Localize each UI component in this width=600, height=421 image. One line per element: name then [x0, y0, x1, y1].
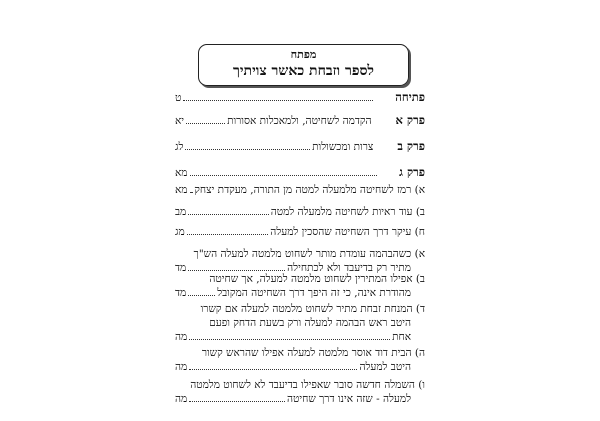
toc-subentry-text: מהודרת אינה, כי זה היפך דרך השחיטה המקובל — [217, 287, 411, 299]
toc-subentry-text: ח) עיקר דרך השחיטה שהסכין למעלה — [270, 226, 425, 238]
toc-subentry-text: מתיר רק בדיעבד ולא לכתחילה — [287, 262, 411, 274]
leader-dots — [188, 286, 215, 296]
toc-entry-chapter-3 — [175, 166, 425, 180]
toc-subentry — [175, 272, 425, 300]
toc-entry-opening — [175, 91, 425, 105]
leader-dots — [188, 205, 268, 215]
toc-subentry — [175, 205, 425, 219]
toc-subentry — [175, 247, 425, 275]
leader-dots — [190, 183, 193, 193]
toc-subentry — [175, 183, 425, 197]
toc-entry-text: הקדמה לשחיטה, ולמאכלות אסורות — [227, 115, 372, 127]
toc-entry-label: פרק ג — [399, 165, 425, 179]
leader-dots — [189, 360, 357, 370]
toc-subentry — [175, 378, 425, 406]
toc-entry-page: ט — [175, 92, 182, 104]
toc-entry-page: לג — [175, 141, 184, 153]
toc-entry-page: מא — [175, 167, 188, 179]
toc-subentry-text: ד) המנחת זבחת מתיר לשחוט מלמטה למעלה אם קשרו — [200, 303, 425, 315]
leader-dots — [183, 91, 373, 101]
toc-entry-chapter-2 — [175, 140, 425, 154]
leader-dots — [190, 166, 378, 176]
toc-subentry-page: מה — [175, 393, 188, 405]
toc-subentry-page: מד — [175, 262, 187, 274]
title-box — [198, 44, 409, 86]
book-subtitle: לספר וזבחת כאשר צויתיך — [233, 63, 374, 79]
leader-dots — [186, 114, 225, 124]
toc-subentry-page: מד — [175, 287, 187, 299]
toc-subentry-text: ו) השמלה חדשה סובר שאפילו בדיעבד לא לשחוט מלמטה — [190, 379, 425, 391]
toc-subentry-text: ב) עוד ראיות לשחיטה מלמעלה למטה — [270, 206, 425, 218]
toc-subentry-page: מג — [175, 226, 185, 238]
toc-subentry-text: אחת — [392, 331, 411, 343]
toc-entry-label: פרק ב — [397, 139, 425, 153]
toc-subentry-page: מא — [175, 184, 188, 196]
toc-entry-page: יא — [175, 115, 185, 127]
toc-subentry — [175, 346, 425, 374]
toc-subentry-text: ב) אפילו המתירין לשחוט מלמטה למעלה, אך שחיטה — [209, 273, 425, 285]
toc-subentry-text: היטב למעלה — [359, 361, 411, 373]
toc-subentry-text: היטב ראש הבהמה למעלה ורק בשעת הדחק ופעם — [209, 317, 411, 329]
toc-entry-label: פרק א — [395, 113, 425, 127]
toc-subentry — [175, 302, 425, 344]
leader-dots — [189, 392, 285, 402]
leader-dots — [185, 140, 310, 150]
leader-dots — [189, 330, 390, 340]
toc-subentry-text: ה) הבית דוד אוסר מלמטה למעלה אפילו שהראש קשור — [201, 347, 425, 359]
toc-subentry-page: מה — [175, 331, 188, 343]
toc-subentry — [175, 225, 425, 239]
toc-entry-text: צרות ומכשולות — [312, 141, 374, 153]
toc-subentry-page: מה — [175, 361, 188, 373]
toc-subentry-text: למעלה - שזה אינו דרך שחיטה — [287, 393, 411, 405]
toc-subentry-page: מב — [175, 206, 187, 218]
toc-subentry-text: א) כשהבהמה עומדת מותר לשחוט מלמטה למעלה הש"ך — [193, 248, 425, 260]
toc-subentry-text: א) רמז לשחיטה מלמעלה למטה מן התורה, מעקדת יצחק — [194, 184, 425, 196]
toc-entry-label: פתיחה — [395, 90, 425, 104]
leader-dots — [188, 261, 285, 271]
leader-dots — [187, 225, 269, 235]
page-title: מפתח — [290, 48, 317, 61]
toc-entry-chapter-1 — [175, 114, 425, 128]
